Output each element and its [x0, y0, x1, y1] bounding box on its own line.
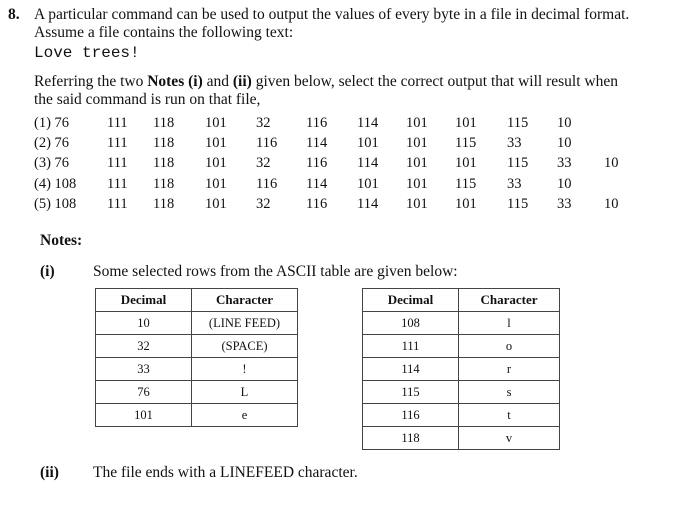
note-i-label: (i)	[40, 263, 55, 280]
prompt-line-2: the said command is run on that file,	[34, 91, 261, 108]
question-line-2: Assume a file contains the following text:	[34, 24, 294, 41]
option-value: 101	[205, 135, 227, 151]
table-row	[96, 381, 298, 404]
character-cell: L	[192, 381, 298, 404]
character-cell: r	[459, 358, 560, 381]
option-value: 10	[604, 196, 619, 212]
option-value: 101	[406, 196, 428, 212]
decimal-cell: 111	[363, 335, 459, 358]
option-value: 32	[256, 196, 271, 212]
table-row	[96, 335, 298, 358]
character-cell: v	[459, 427, 560, 450]
prompt-lead: Referring the two	[34, 73, 148, 90]
decimal-cell: 115	[363, 381, 459, 404]
option-value: 114	[306, 176, 328, 192]
option-value: 115	[507, 155, 529, 171]
option-value: 115	[507, 115, 529, 131]
column-header-character: Character	[459, 289, 560, 312]
character-cell: e	[192, 404, 298, 427]
option-value: 115	[455, 176, 477, 192]
note-ii-label: (ii)	[40, 464, 59, 481]
option-value: 101	[406, 115, 428, 131]
option-label: (2) 76	[34, 135, 70, 151]
question-line-1: A particular command can be used to output the values of every byte in a file in decimal format.	[34, 6, 630, 23]
table-row	[363, 427, 560, 450]
option-value: 116	[256, 176, 278, 192]
option-value: 118	[153, 115, 175, 131]
option-value: 101	[205, 176, 227, 192]
file-text: Love trees!	[34, 44, 140, 62]
option-value: 111	[107, 155, 128, 171]
character-cell: t	[459, 404, 560, 427]
column-header-decimal: Decimal	[96, 289, 192, 312]
table-row	[96, 312, 298, 335]
option-label: (1) 76	[34, 115, 70, 131]
option-value: 111	[107, 176, 128, 192]
option-value: 116	[306, 196, 328, 212]
decimal-cell: 10	[96, 312, 192, 335]
character-cell: l	[459, 312, 560, 335]
option-value: 101	[205, 155, 227, 171]
option-value: 101	[455, 196, 477, 212]
option-value: 33	[507, 135, 522, 151]
table-row	[363, 312, 560, 335]
prompt-rest: given below, select the correct output that will result when	[251, 73, 618, 90]
option-value: 111	[107, 135, 128, 151]
table-header-row	[96, 289, 298, 312]
note-ii-text: The file ends with a LINEFEED character.	[93, 464, 358, 481]
option-value: 10	[557, 135, 572, 151]
decimal-cell: 101	[96, 404, 192, 427]
option-value: 111	[107, 115, 128, 131]
option-value: 10	[557, 176, 572, 192]
decimal-cell: 32	[96, 335, 192, 358]
column-header-decimal: Decimal	[363, 289, 459, 312]
option-value: 101	[406, 176, 428, 192]
column-header-character: Character	[192, 289, 298, 312]
table-header-row	[363, 289, 560, 312]
option-value: 101	[455, 115, 477, 131]
notes-heading: Notes:	[40, 232, 83, 249]
question-number-label: 8.	[8, 6, 20, 23]
option-value: 10	[557, 115, 572, 131]
option-value: 101	[357, 135, 379, 151]
option-value: 115	[455, 135, 477, 151]
option-value: 115	[507, 196, 529, 212]
character-cell: !	[192, 358, 298, 381]
option-value: 118	[153, 155, 175, 171]
ascii-table-right	[362, 288, 560, 450]
prompt-notes-i: Notes (i)	[147, 73, 203, 90]
option-value: 118	[153, 135, 175, 151]
character-cell: (LINE FEED)	[192, 312, 298, 335]
option-value: 33	[507, 176, 522, 192]
table-row	[363, 335, 560, 358]
character-cell: o	[459, 335, 560, 358]
option-value: 101	[406, 135, 428, 151]
prompt-notes-ii: (ii)	[232, 73, 252, 90]
character-cell: s	[459, 381, 560, 404]
ascii-table-left	[95, 288, 298, 427]
option-value: 114	[357, 115, 379, 131]
option-value: 32	[256, 155, 271, 171]
table-row	[96, 358, 298, 381]
option-value: 118	[153, 176, 175, 192]
option-value: 114	[306, 135, 328, 151]
option-value: 114	[357, 196, 379, 212]
option-label: (3) 76	[34, 155, 70, 171]
option-value: 101	[406, 155, 428, 171]
option-value: 10	[604, 155, 619, 171]
decimal-cell: 114	[363, 358, 459, 381]
option-value: 114	[357, 155, 379, 171]
option-value: 118	[153, 196, 175, 212]
decimal-cell: 108	[363, 312, 459, 335]
option-value: 116	[256, 135, 278, 151]
option-value: 101	[357, 176, 379, 192]
decimal-cell: 116	[363, 404, 459, 427]
option-value: 32	[256, 115, 271, 131]
table-row	[363, 404, 560, 427]
table-row	[363, 381, 560, 404]
character-cell: (SPACE)	[192, 335, 298, 358]
decimal-cell: 76	[96, 381, 192, 404]
decimal-cell: 33	[96, 358, 192, 381]
table-row	[363, 358, 560, 381]
option-value: 101	[455, 155, 477, 171]
decimal-cell: 118	[363, 427, 459, 450]
option-value: 116	[306, 155, 328, 171]
option-value: 116	[306, 115, 328, 131]
option-value: 33	[557, 196, 572, 212]
option-value: 111	[107, 196, 128, 212]
option-value: 101	[205, 115, 227, 131]
note-i-text: Some selected rows from the ASCII table are given below:	[93, 263, 458, 280]
option-label: (4) 108	[34, 176, 77, 192]
question-number	[8, 6, 20, 24]
prompt-line-1	[34, 73, 618, 91]
option-label: (5) 108	[34, 196, 77, 212]
option-value: 101	[205, 196, 227, 212]
prompt-and: and	[202, 73, 233, 90]
option-value: 33	[557, 155, 572, 171]
table-row	[96, 404, 298, 427]
